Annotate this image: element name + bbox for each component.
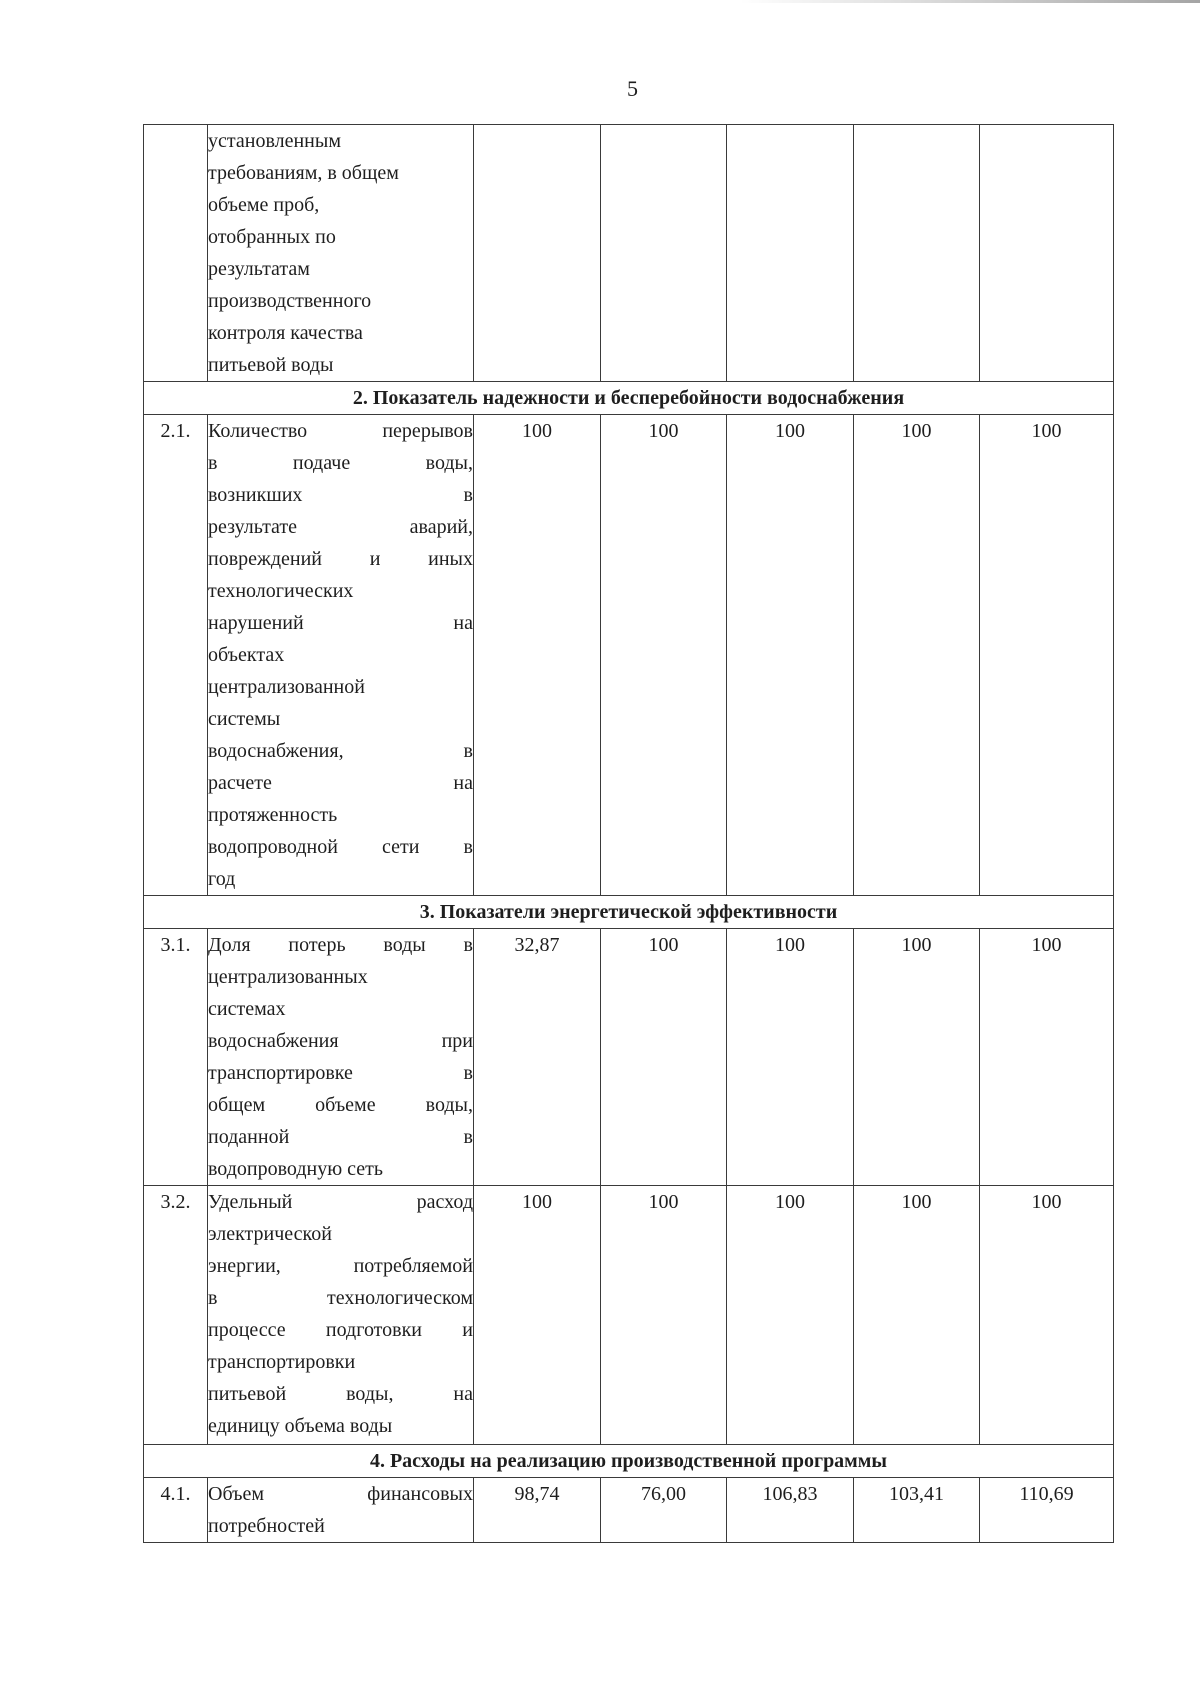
row-number	[144, 125, 208, 382]
table-row-3-2	[144, 1186, 1114, 1445]
indicator-name	[208, 1478, 474, 1543]
name-line: централизованной	[208, 676, 365, 698]
indicator-name	[208, 1186, 474, 1445]
value-cell: 100	[727, 929, 854, 1186]
indicator-name	[208, 415, 474, 896]
value-cell	[980, 125, 1114, 382]
value-cell: 100	[980, 1186, 1114, 1445]
name-line: установленным	[208, 130, 341, 152]
name-line: транспортировке в	[208, 1062, 473, 1084]
name-line: питьевой воды	[208, 354, 334, 376]
value-cell: 100	[474, 1186, 601, 1445]
name-line: повреждений и иных	[208, 548, 473, 570]
name-line: процессе подготовки и	[208, 1319, 473, 1341]
name-line: общем объеме воды,	[208, 1094, 473, 1116]
value-cell: 100	[727, 415, 854, 896]
name-line: водопроводной сети в	[208, 836, 473, 858]
name-line: нарушений на	[208, 612, 473, 634]
name-line: производственного	[208, 290, 372, 312]
value-cell: 100	[601, 415, 727, 896]
name-line: требованиям, в общем	[208, 162, 399, 184]
table-row-3-1	[144, 929, 1114, 1186]
name-line: централизованных	[208, 966, 368, 988]
row-number: 3.2.	[144, 1186, 208, 1445]
name-line: результатам	[208, 258, 310, 280]
name-line: объектах	[208, 644, 285, 666]
name-line: протяженность	[208, 804, 338, 826]
indicators-table	[143, 124, 1114, 1543]
row-number: 4.1.	[144, 1478, 208, 1543]
value-cell: 98,74	[474, 1478, 601, 1543]
section-title-2: 2. Показатель надежности и бесперебойности водоснабжения	[144, 382, 1114, 415]
value-cell: 100	[854, 415, 980, 896]
name-line: Доля потерь воды в	[208, 934, 473, 956]
name-line: транспортировки	[208, 1351, 356, 1373]
name-line: Удельный расход	[208, 1191, 473, 1213]
name-line: контроля качества	[208, 322, 363, 344]
row-number: 2.1.	[144, 415, 208, 896]
value-cell: 100	[601, 929, 727, 1186]
value-cell: 100	[854, 1186, 980, 1445]
name-line: поданной в	[208, 1126, 473, 1148]
value-cell: 100	[980, 415, 1114, 896]
section-title-4: 4. Расходы на реализацию производственной программы	[144, 1445, 1114, 1478]
name-line: водопроводную сеть	[208, 1158, 384, 1180]
name-line: электрической	[208, 1223, 332, 1245]
value-cell: 100	[474, 415, 601, 896]
name-line: год	[208, 868, 236, 890]
name-line: Объем финансовых	[208, 1483, 473, 1505]
value-cell: 100	[727, 1186, 854, 1445]
value-cell	[727, 125, 854, 382]
name-line: Количество перерывов	[208, 420, 473, 442]
value-cell: 106,83	[727, 1478, 854, 1543]
name-line: возникших в	[208, 484, 473, 506]
page-number: 5	[627, 76, 638, 101]
section-header-row	[144, 382, 1114, 415]
name-line: в технологическом	[208, 1287, 473, 1309]
name-line: расчете на	[208, 772, 473, 794]
name-line: единицу объема воды	[208, 1415, 393, 1437]
name-line: энергии, потребляемой	[208, 1255, 473, 1277]
table-row-4-1	[144, 1478, 1114, 1543]
name-line: потребностей	[208, 1515, 325, 1537]
value-cell: 76,00	[601, 1478, 727, 1543]
name-line: системы	[208, 708, 281, 730]
row-number: 3.1.	[144, 929, 208, 1186]
value-cell: 100	[854, 929, 980, 1186]
name-line: питьевой воды, на	[208, 1383, 473, 1405]
section-header-row	[144, 1445, 1114, 1478]
name-line: системах	[208, 998, 286, 1020]
name-line: в подаче воды,	[208, 452, 473, 474]
value-cell: 100	[980, 929, 1114, 1186]
section-header-row	[144, 896, 1114, 929]
value-cell: 110,69	[980, 1478, 1114, 1543]
value-cell: 100	[601, 1186, 727, 1445]
name-line: результате аварий,	[208, 516, 473, 538]
name-line: отобранных по	[208, 226, 336, 248]
table-row-2-1	[144, 415, 1114, 896]
value-cell: 32,87	[474, 929, 601, 1186]
name-line: технологических	[208, 580, 354, 602]
value-cell	[474, 125, 601, 382]
value-cell	[854, 125, 980, 382]
indicator-name	[208, 125, 474, 382]
scan-edge-artifact	[740, 0, 1200, 3]
value-cell	[601, 125, 727, 382]
section-title-3: 3. Показатели энергетической эффективности	[144, 896, 1114, 929]
value-cell: 103,41	[854, 1478, 980, 1543]
indicator-name	[208, 929, 474, 1186]
name-line: объеме проб,	[208, 194, 320, 216]
name-line: водоснабжения, в	[208, 740, 473, 762]
table-row-continuation	[144, 125, 1114, 382]
name-line: водоснабжения при	[208, 1030, 473, 1052]
